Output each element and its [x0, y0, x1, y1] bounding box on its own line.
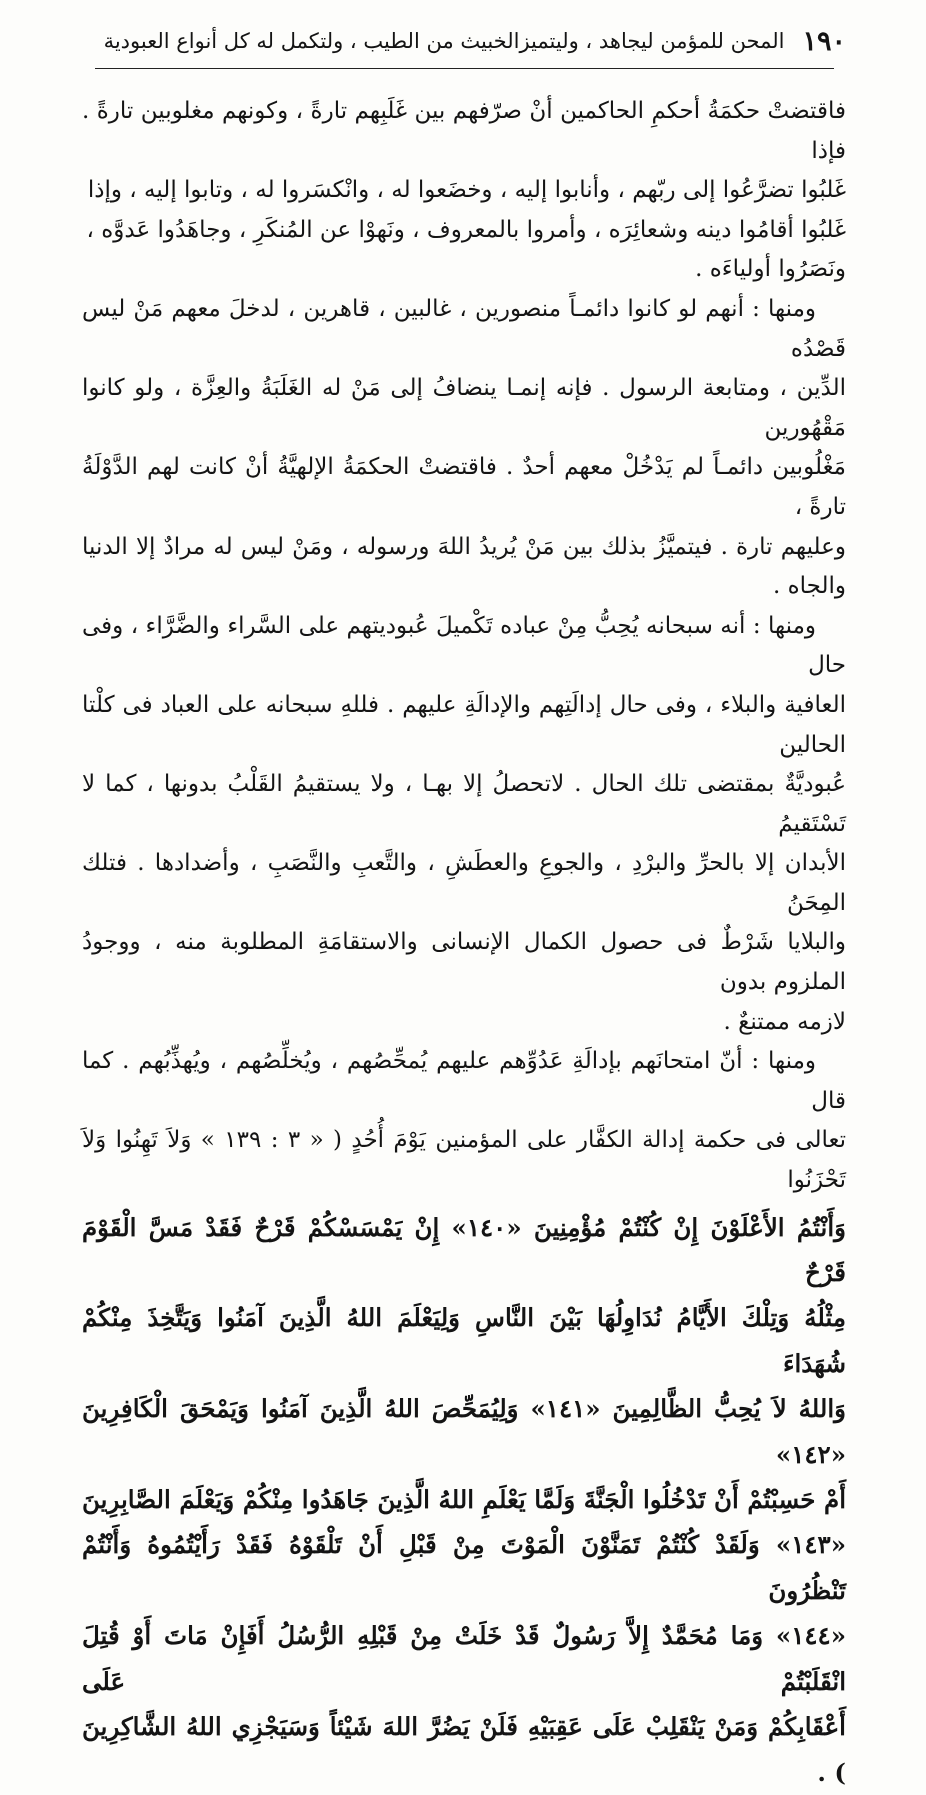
page-number: ١٩٠: [802, 25, 846, 57]
page-body: [82, 92, 846, 1795]
verse-line: وَاللهُ لاَ يُحِبُّ الظَّالِمِينَ «١٤١» وَلِيُمَحِّصَ اللهُ الَّذِينَ آمَنُوا وَيَمْحَقَ الْكَافِرِينَ «١٤٢»: [82, 1394, 846, 1469]
text-line: ومنها : أنّ امتحانَهم بإدالَةِ عَدُوِّهم عليهم يُمحِّصُهم ، ويُخلِّصُهم ، ويُهذِّبُهم . كما قال: [82, 1048, 846, 1114]
quran-quotation: [82, 1205, 846, 1795]
text-line: الدِّين ، ومتابعة الرسول . فإنه إنمـا ينضافُ إلى مَنْ له الغَلَبَةُ والعِزَّة ، ولو كانوا مَقْهُورين: [82, 375, 846, 441]
text-line: ومنها : أنهم لو كانوا دائمـاً منصورين ، غالبين ، قاهرين ، لدخلَ معهم مَنْ ليس قَصْدُه: [82, 295, 846, 362]
verse-line: وَأَنْتُمُ الأَعْلَوْنَ إِنْ كُنْتُمْ مُؤْمِنِينَ «١٤٠» إِنْ يَمْسَسْكُمْ قَرْحٌ فَقَدْ مَسَّ الْقَوْمَ قَرْحٌ: [82, 1212, 846, 1288]
text-line: العافية والبلاء ، وفى حال إدالَتِهم والإدالَةِ عليهم . فللهِ سبحانه على العباد فى كلْتا الحالين: [82, 691, 846, 758]
header-rule: [95, 68, 834, 69]
text-line: ومنها : أنه سبحانه يُحِبُّ مِنْ عباده تَكْميلَ عُبوديتهم على السَّراء والضَّرَّاء ، وفى حال: [82, 612, 846, 679]
text-line: والبلايا شَرْطٌ فى حصول الكمال الإنسانى والاستقامَةِ المطلوبة منه ، ووجودُ الملزوم بدون: [82, 929, 846, 996]
verse-line: أَعْقَابِكُمْ وَمَنْ يَنْقَلِبْ عَلَى عَقِبَيْهِ فَلَنْ يَضُرَّ اللهَ شَيْئاً وَسَيَجْزِي اللهُ الشَّاكِرِينَ ) .: [82, 1712, 846, 1787]
paragraph-1: [82, 92, 846, 290]
text-line: ونَصَرُوا أولياءَه .: [695, 256, 846, 283]
text-line: الأبدان إلا بالحرِّ والبرْدِ ، والجوعِ والعطَشِ ، والتَّعبِ والنَّصَبِ ، وأضدادها . فتلك المِحَنُ: [82, 850, 846, 916]
text-line: غَلبُوا تضرَّعُوا إلى ربّهم ، وأنابوا إليه ، وخضَعوا له ، وانْكسَروا له ، وتابوا إليه ، وإذا: [87, 177, 846, 204]
text-line: وعليهم تارة . فيتميَّزُ بذلك بين مَنْ يُريدُ اللهَ ورسوله ، ومَنْ ليس له مرادٌ إلا الدنيا والجاه .: [82, 533, 846, 600]
paragraph-3: [82, 607, 846, 1043]
text-line: تعالى فى حكمة إدالة الكفَّار على المؤمنين يَوْمَ أُحُدٍ ( « ٣ : ١٣٩ » وَلاَ تَهِنُوا وَلاَ تَحْزَنُوا: [82, 1127, 846, 1194]
paragraph-4: [82, 1042, 846, 1200]
verse-line: مِثْلُهُ وَتِلْكَ الأَيَّامُ نُدَاوِلُهَا بَيْنَ النَّاسِ وَلِيَعْلَمَ اللهُ الَّذِينَ آمَنُوا وَيَتَّخِذَ مِنْكُمْ شُهَدَاءَ: [82, 1303, 846, 1378]
text-line: عُبوديَّةٌ بمقتضى تلك الحال . لاتحصلُ إلا بهـا ، ولا يستقيمُ القَلْبُ بدونها ، كما لا تَسْتَقيمُ: [82, 771, 846, 837]
verse-line: «١٤٤» وَمَا مُحَمَّدٌ إِلاَّ رَسُولٌ قَدْ خَلَتْ مِنْ قَبْلِهِ الرُّسُلُ أَفَإِنْ مَاتَ أَوْ قُتِلَ انْقَلَبْتُمْ عَلَى: [82, 1621, 846, 1696]
text-line: فاقتضتْ حكمَةُ أحكمِ الحاكمين أنْ صرّفهم بين غَلَبِهم تارةً ، وكونهم مغلوبين تارةً . فإذا: [82, 98, 846, 164]
page-header: [82, 18, 846, 64]
verse-line: «١٤٣» وَلَقَدْ كُنْتُمْ تَمَنَّوْنَ الْمَوْتَ مِنْ قَبْلِ أَنْ تَلْقَوْهُ فَقَدْ رَأَيْتُمُوهُ وَأَنْتُمْ تَنْظُرُونَ: [82, 1530, 846, 1605]
text-line: غَلبُوا أقامُوا دينه وشعائِرَه ، وأمروا بالمعروف ، ونَهوْا عن المُنكَرِ ، وجاهَدُوا عَدوَّه ،: [86, 216, 846, 243]
paragraph-2: [82, 290, 846, 607]
text-line: مَغْلُوبين دائمـاً لم يَدْخُلْ معهم أحدٌ . فاقتضتْ الحكمَةُ الإلهيَّةُ أنْ كانت لهم الدَّوْلَةُ تارةً ،: [82, 454, 846, 520]
text-line: لازمه ممتنعٌ .: [723, 1008, 846, 1035]
running-title: المحن للمؤمن ليجاهد ، وليتميزالخبيث من الطيب ، ولتكمل له كل أنواع العبودية: [103, 29, 785, 53]
verse-line: أَمْ حَسِبْتُمْ أَنْ تَدْخُلُوا الْجَنَّةَ وَلَمَّا يَعْلَمِ اللهُ الَّذِينَ جَاهَدُوا مِنْكُمْ وَيَعْلَمَ الصَّابِرِينَ: [82, 1485, 846, 1515]
